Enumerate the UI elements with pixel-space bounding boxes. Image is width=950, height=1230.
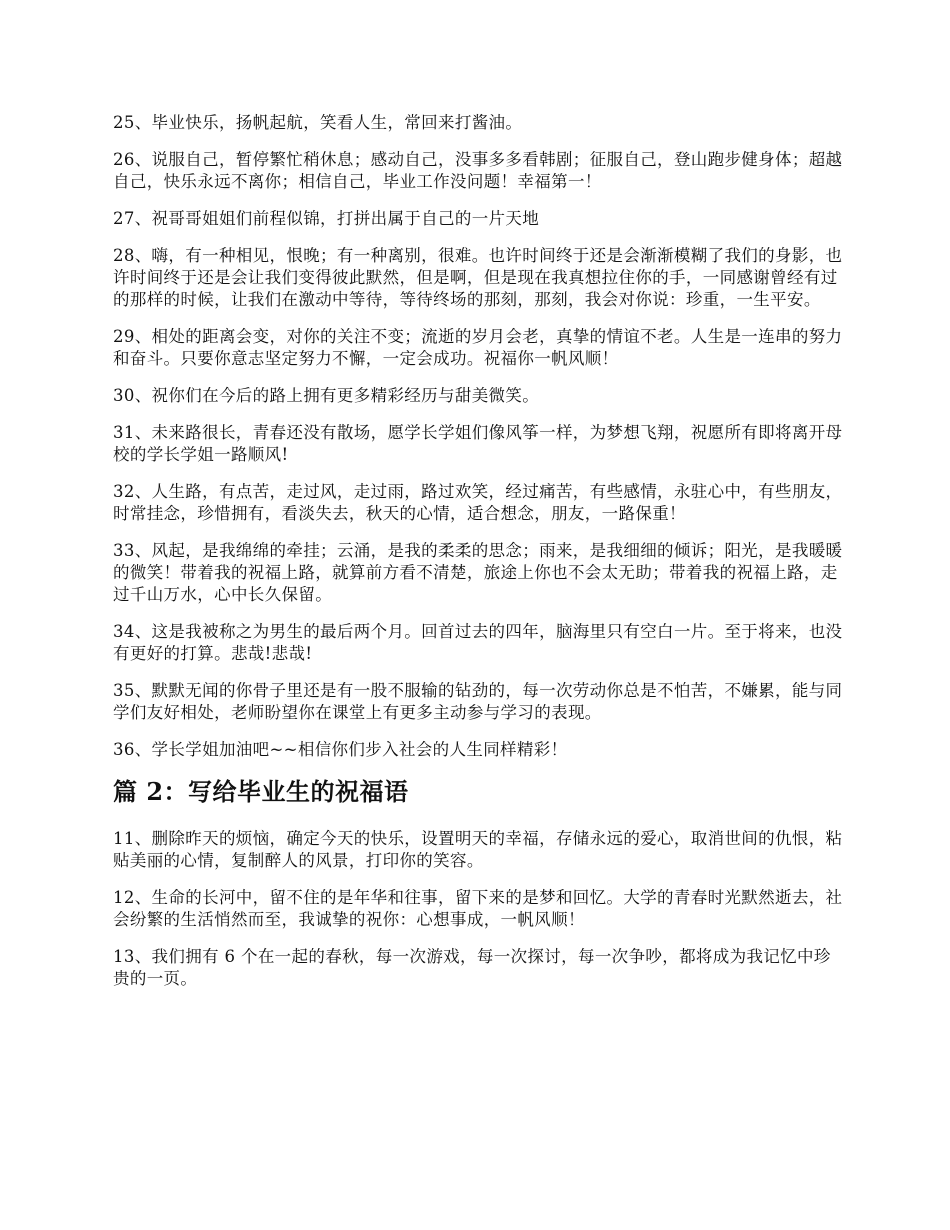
paragraph-13: 13、我们拥有 6 个在一起的春秋，每一次游戏，每一次探讨，每一次争吵，都将成为我记忆中珍贵的一页。	[113, 947, 831, 988]
paragraph-34: 34、这是我被称之为男生的最后两个月。回首过去的四年，脑海里只有空白一片。至于将来，也没有更好的打算。悲哉!悲哉!	[113, 622, 843, 663]
paragraph-12: 12、生命的长河中，留不住的是年华和往事，留下来的是梦和回忆。大学的青春时光默然逝去，社会纷繁的生活悄然而至，我诚挚的祝你：心想事成，一帆风顺！	[113, 888, 843, 929]
paragraph-28: 28、嗨，有一种相见，恨晚；有一种离别，很难。也许时间终于还是会渐渐模糊了我们的身影，也许时间终于还是会让我们变得彼此默然，但是啊，但是现在我真想拉住你的手，一同感谢曾经有过的那样的时候，让我们在激动中等待，等待终场的那刻，那刻，我会对你说：珍重，一生平安。	[113, 246, 843, 309]
paragraph-11: 11、删除昨天的烦恼，确定今天的快乐，设置明天的幸福，存储永远的爱心，取消世间的仇恨，粘贴美丽的心情，复制醉人的风景，打印你的笑容。	[113, 829, 843, 870]
paragraph-25: 25、毕业快乐，扬帆起航，笑看人生，常回来打酱油。	[113, 113, 523, 132]
section-heading: 篇 2：写给毕业生的祝福语	[113, 777, 409, 806]
paragraph-26: 26、说服自己，暂停繁忙稍休息；感动自己，没事多多看韩剧；征服自己，登山跑步健身体；超越自己，快乐永远不离你；相信自己，毕业工作没问题！幸福第一！	[113, 150, 843, 191]
paragraph-27: 27、祝哥哥姐姐们前程似锦，打拼出属于自己的一片天地	[113, 209, 540, 228]
document-page	[113, 112, 843, 1005]
paragraph-31: 31、未来路很长，青春还没有散场，愿学长学姐们像风筝一样，为梦想飞翔，祝愿所有即将离开母校的学长学姐一路顺风!	[113, 423, 843, 464]
paragraph-29: 29、相处的距离会变，对你的关注不变；流逝的岁月会老，真挚的情谊不老。人生是一连串的努力和奋斗。只要你意志坚定努力不懈，一定会成功。祝福你一帆风顺！	[113, 327, 843, 368]
paragraph-32: 32、人生路，有点苦，走过风，走过雨，路过欢笑，经过痛苦，有些感情，永驻心中，有些朋友，时常挂念，珍惜拥有，看淡失去，秋天的心情，适合想念，朋友，一路保重！	[113, 482, 843, 523]
paragraph-36: 36、学长学姐加油吧~~相信你们步入社会的人生同样精彩！	[113, 740, 568, 759]
paragraph-30: 30、祝你们在今后的路上拥有更多精彩经历与甜美微笑。	[113, 386, 540, 405]
paragraph-35: 35、默默无闻的你骨子里还是有一股不服输的钻劲的，每一次劳动你总是不怕苦，不嫌累，能与同学们友好相处，老师盼望你在课堂上有更多主动参与学习的表现。	[113, 681, 843, 722]
paragraph-33: 33、风起，是我绵绵的牵挂；云涌，是我的柔柔的思念；雨来，是我细细的倾诉；阳光，是我暖暖的微笑！带着我的祝福上路，就算前方看不清楚，旅途上你也不会太无助；带着我的祝福上路，走过千山万水，心中长久保留。	[113, 541, 843, 604]
